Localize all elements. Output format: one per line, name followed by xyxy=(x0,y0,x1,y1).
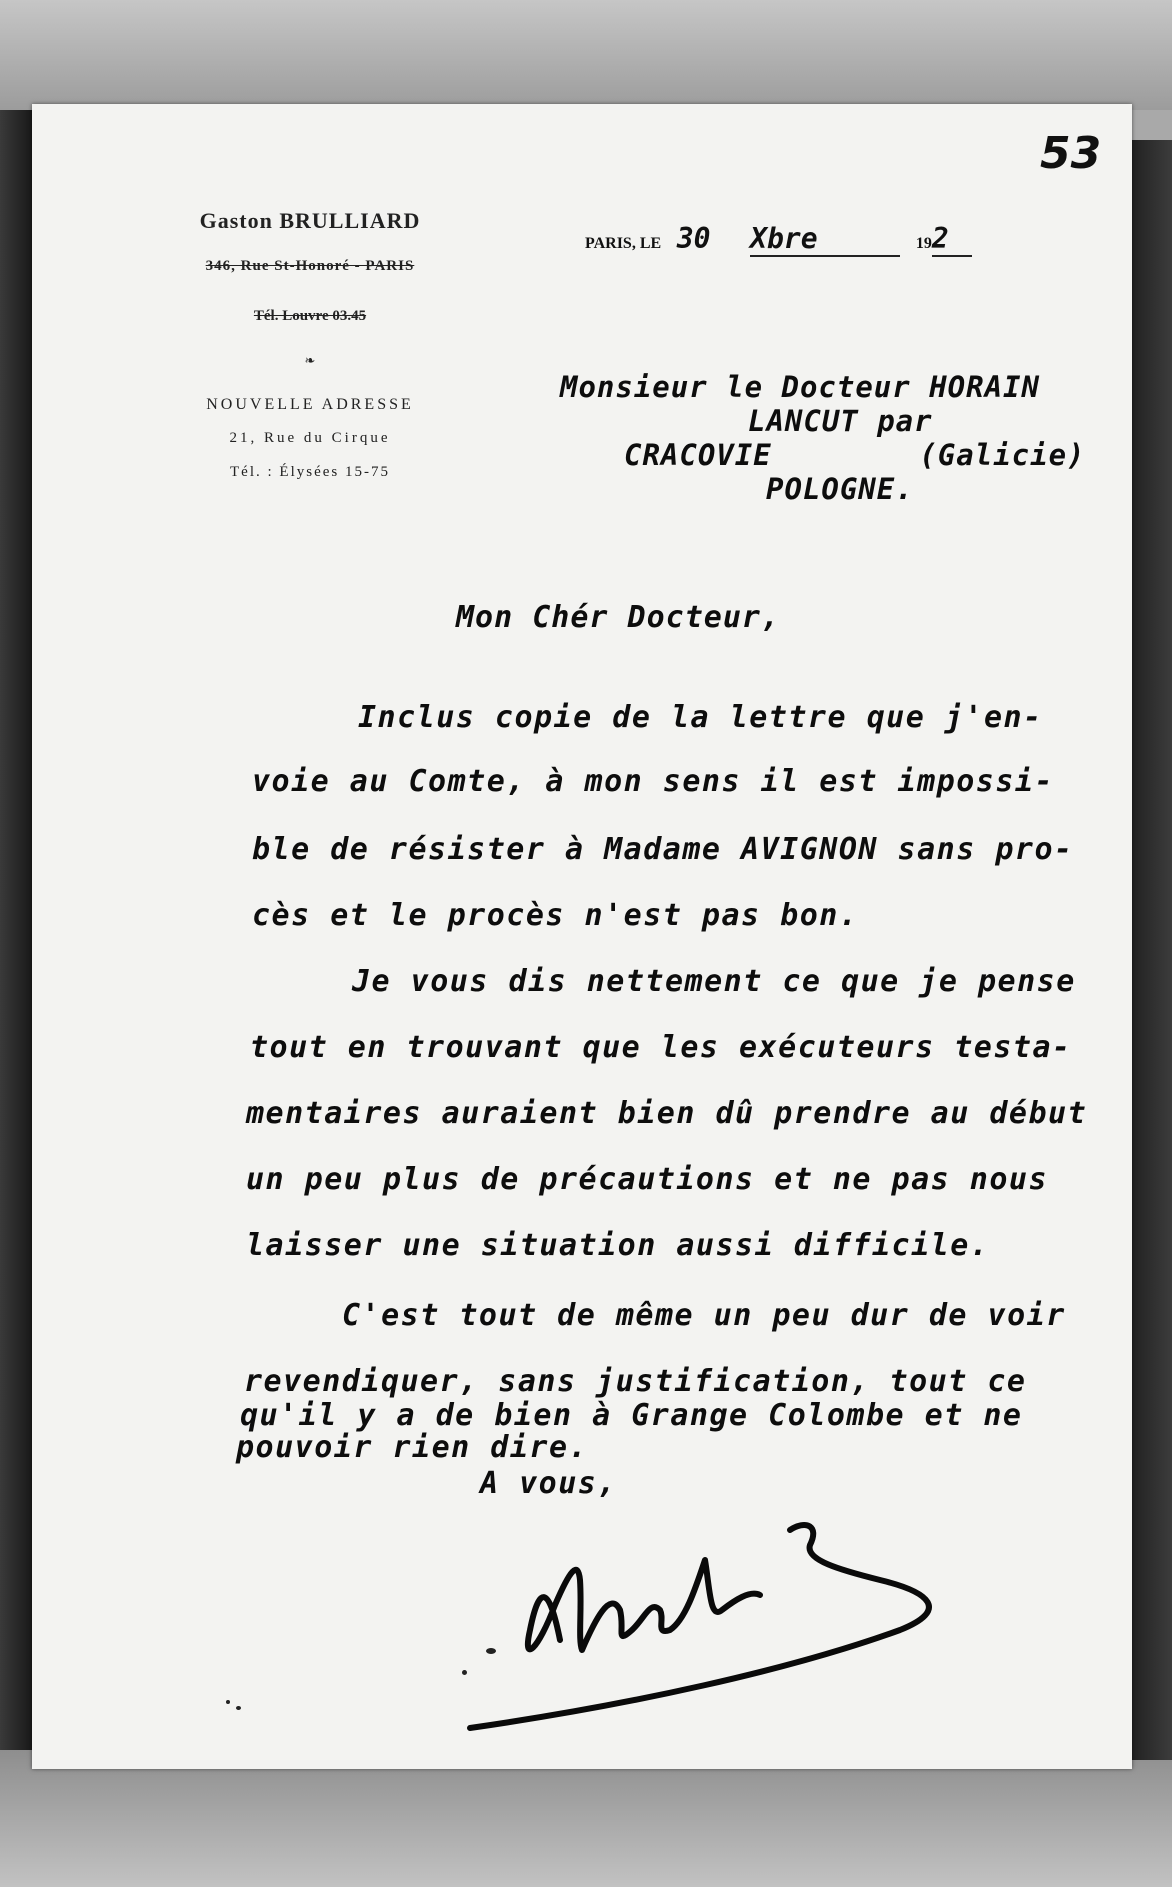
ink-speck xyxy=(486,1648,496,1654)
ornament-icon: ❧ xyxy=(305,350,315,369)
body-line: C'est tout de même un peu dur de voir xyxy=(342,1298,1066,1333)
ink-speck xyxy=(462,1670,467,1675)
ink-speck xyxy=(236,1706,241,1710)
date-month: Xbre xyxy=(750,222,900,257)
body-line: laisser une situation aussi difficile. xyxy=(246,1228,990,1263)
body-line: Je vous dis nettement ce que je pense xyxy=(352,964,1076,999)
letterhead-old-address: 346, Rue St-Honoré - PARIS xyxy=(205,258,415,274)
recipient-line: Monsieur le Docteur HORAIN xyxy=(560,370,1040,404)
page-number: 53 xyxy=(1040,128,1102,179)
body-line: revendiquer, sans justification, tout ce xyxy=(244,1364,1027,1399)
body-line: Inclus copie de la lettre que j'en- xyxy=(358,700,1043,735)
handwritten-signature xyxy=(460,1500,1000,1740)
salutation: Mon Chér Docteur, xyxy=(456,600,781,635)
scan-backdrop-top xyxy=(0,0,1172,110)
body-line: voie au Comte, à mon sens il est impossi- xyxy=(252,764,1055,799)
recipient-line: LANCUT par xyxy=(748,404,933,438)
body-line: tout en trouvant que les exécuteurs testa- xyxy=(250,1030,1072,1065)
date-place: PARIS, LE xyxy=(585,235,662,252)
recipient-line: POLOGNE. xyxy=(766,472,914,506)
letterhead-new-address: 21, Rue du Cirque xyxy=(229,430,391,446)
letterhead-old-telephone: Tél. Louvre 03.45 xyxy=(253,308,367,324)
body-line: pouvoir rien dire. xyxy=(236,1430,589,1465)
scan-backdrop-bottom xyxy=(0,1750,1172,1887)
letterhead-name: Gaston BRULLIARD xyxy=(199,208,421,233)
date-day: 30 xyxy=(676,222,711,255)
date-year-prefix: 19 xyxy=(915,235,932,252)
body-line: qu'il y a de bien à Grange Colombe et ne xyxy=(240,1398,1023,1433)
body-line: cès et le procès n'est pas bon. xyxy=(252,898,859,933)
letterhead-new-address-label: NOUVELLE ADRESSE xyxy=(206,396,414,413)
date-year-digit: 2 xyxy=(932,222,972,257)
date-line xyxy=(585,222,972,257)
body-line: un peu plus de précautions et ne pas nous xyxy=(246,1162,1049,1197)
body-line: ble de résister à Madame AVIGNON sans pro- xyxy=(252,832,1074,867)
closing: A vous, xyxy=(480,1466,617,1501)
ink-speck xyxy=(226,1700,230,1704)
letterhead-new-telephone: Tél. : Élysées 15-75 xyxy=(230,464,390,480)
recipient-line: CRACOVIE (Galicie) xyxy=(624,438,1086,472)
body-line: mentaires auraient bien dû prendre au début xyxy=(246,1096,1088,1131)
